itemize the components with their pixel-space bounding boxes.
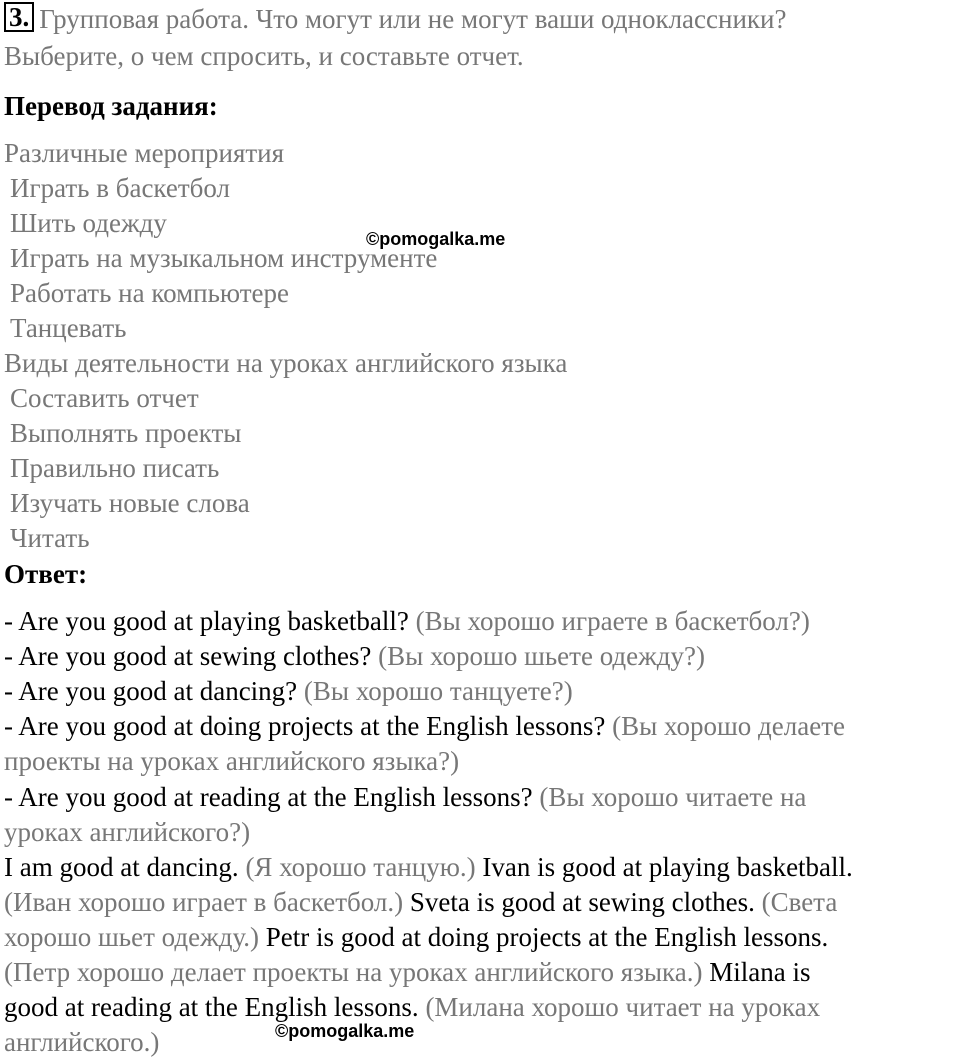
watermark: ©pomogalka.me (275, 1021, 415, 1041)
task-text-line-1: Групповая работа. Что могут или не могут ваши одноклассники? (39, 4, 787, 34)
translation-line: Выполнять проекты (10, 418, 242, 448)
answer-line (4, 639, 705, 674)
watermark: ©pomogalka.me (366, 229, 506, 249)
report-line (4, 1025, 159, 1060)
report-translation: (Петр хорошо делает проекты на уроках английского языка.) (4, 957, 710, 987)
answer-line (4, 604, 810, 639)
answer-line (4, 780, 806, 815)
answer-line (4, 815, 250, 850)
answer-translation: (Вы хорошо читаете на (539, 782, 807, 812)
translation-line: Различные мероприятия (4, 138, 285, 168)
task-number-badge: 3. (4, 2, 34, 32)
answer-english: - Are you good at dancing? (4, 676, 304, 706)
answer-english: - Are you good at playing basketball? (4, 606, 416, 636)
answer-translation: (Вы хорошо шьете одежду?) (378, 641, 706, 671)
translation-line: Работать на компьютере (10, 278, 290, 308)
translation-line: Читать (10, 523, 90, 553)
translation-line: Шить одежду (10, 208, 167, 238)
translation-line: Играть в баскетбол (10, 173, 231, 203)
report-line (4, 920, 828, 955)
translation-line: Правильно писать (10, 453, 220, 483)
report-line (4, 990, 820, 1025)
translation-heading: Перевод задания: (4, 91, 218, 121)
report-line (4, 885, 837, 920)
answer-english: - Are you good at reading at the English lessons? (4, 782, 540, 812)
answer-translation: уроках английского?) (4, 817, 251, 847)
task-text-line-2: Выберите, о чем спросить, и составьте отчет. (4, 41, 524, 71)
report-translation: (Иван хорошо играет в баскетбол.) (4, 887, 410, 917)
report-translation: хорошо шьет одежду.) (4, 922, 266, 952)
report-english: Petr is good at doing projects at the English lessons. (265, 922, 829, 952)
answer-english: - Are you good at doing projects at the English lessons? (4, 711, 613, 741)
answer-line (4, 744, 459, 779)
translation-line: Изучать новые слова (10, 488, 250, 518)
translation-line: Составить отчет (10, 383, 199, 413)
report-line (4, 955, 810, 990)
answer-translation: (Вы хорошо танцуете?) (303, 676, 573, 706)
task-header-line-1 (4, 2, 786, 37)
report-english: good at reading at the English lessons. (4, 992, 426, 1022)
report-english: Ivan is good at playing basketball. (482, 852, 853, 882)
report-line (4, 850, 853, 885)
answer-line (4, 709, 845, 744)
report-translation: (Света (761, 887, 838, 917)
report-english: Milana is (709, 957, 811, 987)
report-translation: (Милана хорошо читает на уроках (425, 992, 821, 1022)
answer-heading: Ответ: (4, 559, 88, 589)
translation-line: Виды деятельности на уроках английского языка (4, 348, 568, 378)
report-translation: (Я хорошо танцую.) (245, 852, 483, 882)
answer-translation: (Вы хорошо играете в баскетбол?) (415, 606, 810, 636)
answer-line (4, 674, 573, 709)
report-english: I am good at dancing. (4, 852, 246, 882)
translation-line: Танцевать (10, 313, 127, 343)
answer-translation: проекты на уроках английского языка?) (4, 746, 460, 776)
answer-translation: (Вы хорошо делаете (612, 711, 846, 741)
answer-english: - Are you good at sewing clothes? (4, 641, 379, 671)
translation-line: Играть на музыкальном инструменте (10, 243, 438, 273)
report-translation: английского.) (4, 1027, 160, 1057)
report-english: Sveta is good at sewing clothes. (409, 887, 762, 917)
